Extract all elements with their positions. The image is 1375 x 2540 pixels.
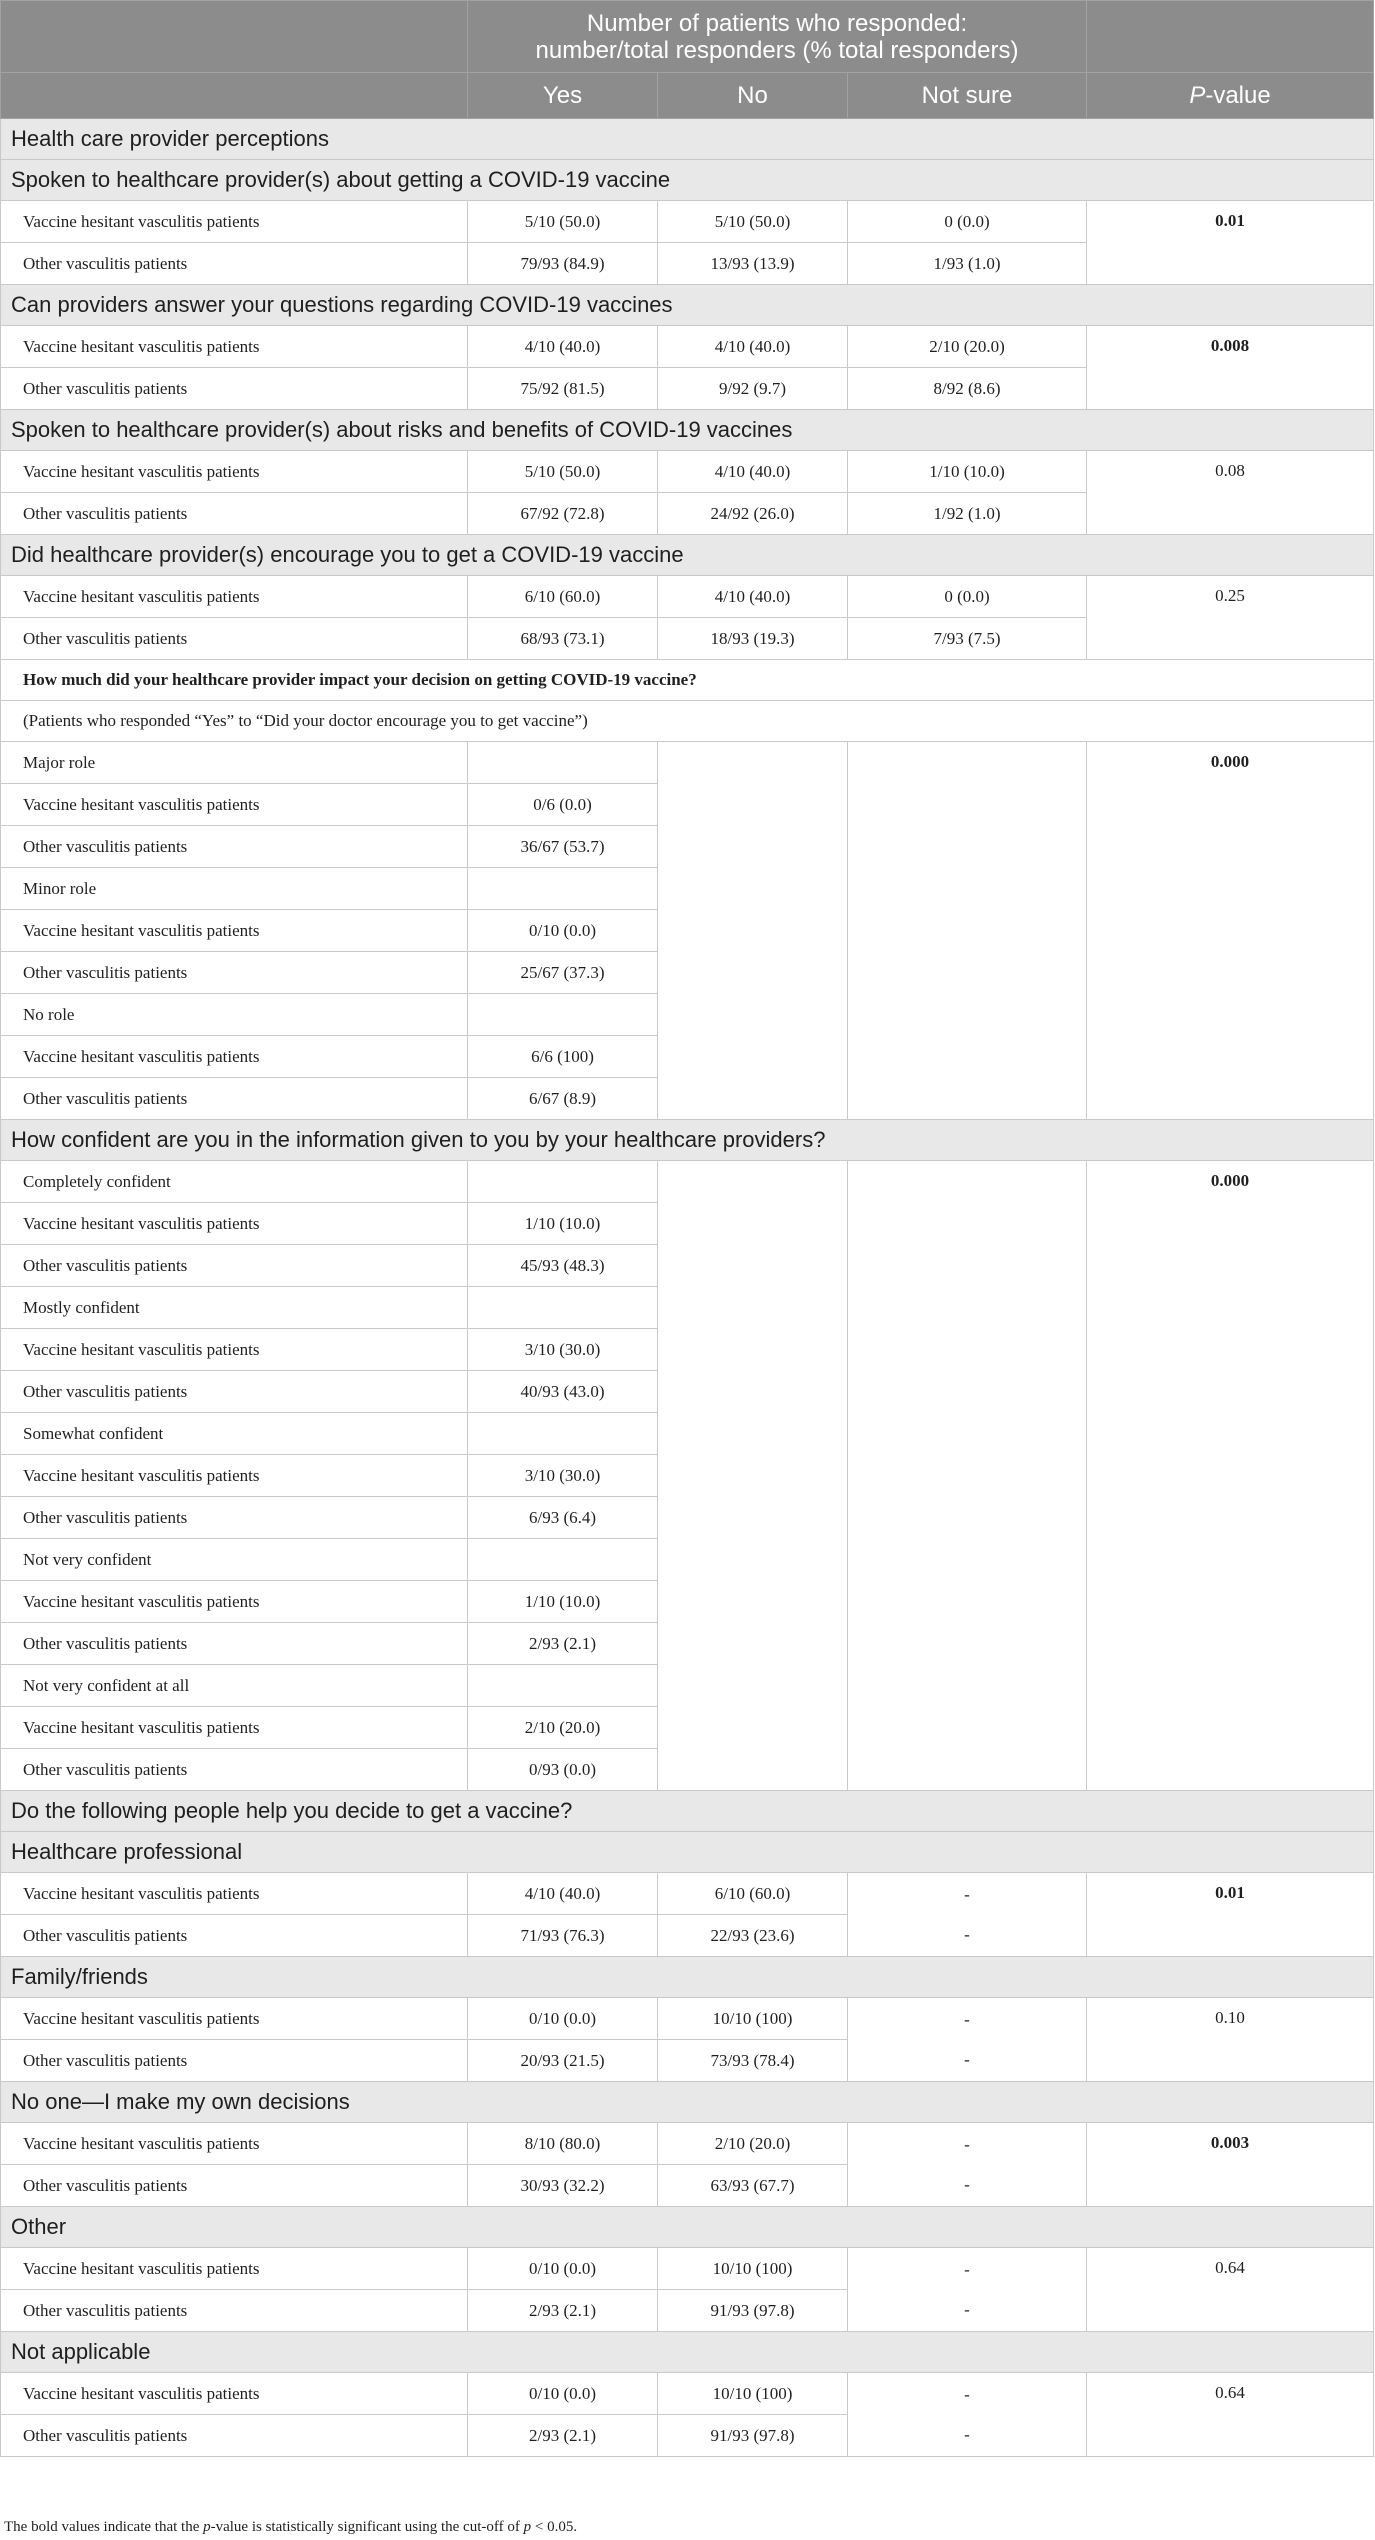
cell-p-value: 0.008	[1087, 326, 1374, 410]
section-hcp: Healthcare professional	[1, 1832, 1374, 1873]
dash-text: -	[964, 2424, 970, 2444]
section-encourage: Did healthcare provider(s) encourage you to get a COVID-19 vaccine	[1, 535, 1374, 576]
footnote-p: p	[203, 2519, 211, 2535]
cell-yes: 6/10 (60.0)	[468, 576, 658, 618]
section-row	[1, 2082, 1374, 2123]
footnote-before: The bold values indicate that the	[4, 2519, 204, 2535]
row-label: Completely confident	[1, 1161, 468, 1203]
cell-not-sure: 0 (0.0)	[848, 201, 1087, 243]
cell-p-value: 0.25	[1087, 576, 1374, 660]
cell-not-sure: 7/93 (7.5)	[848, 618, 1087, 660]
dash-text: -	[964, 2134, 970, 2154]
row-label: Other vasculitis patients	[1, 2290, 468, 2332]
cell-yes	[468, 1539, 658, 1581]
row-label: Not very confident	[1, 1539, 468, 1581]
row-label: Other vasculitis patients	[1, 1915, 468, 1957]
row-label: Other vasculitis patients	[1, 1245, 468, 1287]
cell-no: 10/10 (100)	[658, 2373, 848, 2415]
header-yes: Yes	[468, 73, 658, 119]
header-empty-cell-right	[1087, 1, 1374, 73]
row-label: Other vasculitis patients	[1, 1078, 468, 1120]
table-footnote	[4, 2519, 577, 2536]
row-label: Major role	[1, 742, 468, 784]
section-row	[1, 535, 1374, 576]
row-label: Vaccine hesitant vasculitis patients	[1, 784, 468, 826]
cell-not-sure	[848, 1873, 1087, 1957]
dash-text: -	[964, 2259, 970, 2279]
section-family: Family/friends	[1, 1957, 1374, 1998]
row-label: Other vasculitis patients	[1, 1497, 468, 1539]
section-confident: How confident are you in the information given to you by your healthcare providers?	[1, 1120, 1374, 1161]
cell-not-sure: 1/10 (10.0)	[848, 451, 1087, 493]
header-group-title-line1: Number of patients who responded:	[586, 9, 968, 37]
row-label: Vaccine hesitant vasculitis patients	[1, 326, 468, 368]
dash-text: -	[964, 2009, 970, 2029]
footnote-p2: p	[523, 2519, 532, 2535]
header-empty-cell-2	[1, 73, 468, 119]
row-label: Vaccine hesitant vasculitis patients	[1, 2123, 468, 2165]
section-risks: Spoken to healthcare provider(s) about risks and benefits of COVID-19 vaccines	[1, 410, 1374, 451]
table-row	[1, 451, 1374, 493]
cell-no: 91/93 (97.8)	[658, 2290, 848, 2332]
header-p-italic: P	[1189, 81, 1206, 109]
cell-p-value: 0.000	[1087, 1161, 1374, 1791]
row-label: Vaccine hesitant vasculitis patients	[1, 2248, 468, 2290]
cell-not-sure-merged	[848, 1161, 1087, 1791]
table-row	[1, 201, 1374, 243]
row-label: Other vasculitis patients	[1, 493, 468, 535]
header-group-title-line2: number/total responders (% total responders)	[535, 36, 1019, 64]
table-row	[1, 1873, 1374, 1915]
cell-yes: 2/93 (2.1)	[468, 2415, 658, 2457]
section-noone: No one—I make my own decisions	[1, 2082, 1374, 2123]
cell-yes: 1/10 (10.0)	[468, 1203, 658, 1245]
row-label: No role	[1, 994, 468, 1036]
cell-yes: 0/10 (0.0)	[468, 2248, 658, 2290]
cell-no: 10/10 (100)	[658, 1998, 848, 2040]
note-row	[1, 701, 1374, 742]
dash-text: -	[964, 2049, 970, 2069]
dash-text: -	[964, 1924, 970, 1944]
cell-yes: 0/6 (0.0)	[468, 784, 658, 826]
section-na: Not applicable	[1, 2332, 1374, 2373]
header-empty-cell	[1, 1, 468, 73]
dash-text: -	[964, 2174, 970, 2194]
row-label: Other vasculitis patients	[1, 243, 468, 285]
cell-no: 73/93 (78.4)	[658, 2040, 848, 2082]
cell-no: 10/10 (100)	[658, 2248, 848, 2290]
row-label: Minor role	[1, 868, 468, 910]
cell-no: 4/10 (40.0)	[658, 576, 848, 618]
cell-no: 13/93 (13.9)	[658, 243, 848, 285]
row-label: Other vasculitis patients	[1, 2040, 468, 2082]
table-header	[1, 1, 1374, 119]
row-label: Somewhat confident	[1, 1413, 468, 1455]
cell-yes: 20/93 (21.5)	[468, 2040, 658, 2082]
row-label: Vaccine hesitant vasculitis patients	[1, 1329, 468, 1371]
table-row	[1, 326, 1374, 368]
row-label: Vaccine hesitant vasculitis patients	[1, 1203, 468, 1245]
cell-no: 9/92 (9.7)	[658, 368, 848, 410]
cell-yes: 3/10 (30.0)	[468, 1455, 658, 1497]
header-p-rest: -value	[1205, 81, 1271, 109]
cell-yes: 0/10 (0.0)	[468, 910, 658, 952]
table-row	[1, 576, 1374, 618]
cell-yes: 6/67 (8.9)	[468, 1078, 658, 1120]
cell-no: 5/10 (50.0)	[658, 201, 848, 243]
section-answer: Can providers answer your questions regarding COVID-19 vaccines	[1, 285, 1374, 326]
section-people-help: Do the following people help you decide to get a vaccine?	[1, 1791, 1374, 1832]
row-label: Other vasculitis patients	[1, 826, 468, 868]
section-hcp-perceptions: Health care provider perceptions	[1, 119, 1374, 160]
cell-no: 63/93 (67.7)	[658, 2165, 848, 2207]
cell-yes	[468, 1665, 658, 1707]
cell-no: 24/92 (26.0)	[658, 493, 848, 535]
section-row	[1, 1832, 1374, 1873]
row-label: Vaccine hesitant vasculitis patients	[1, 1036, 468, 1078]
row-label: Vaccine hesitant vasculitis patients	[1, 1873, 468, 1915]
question-row	[1, 660, 1374, 701]
cell-p-value: 0.01	[1087, 201, 1374, 285]
cell-p-value: 0.08	[1087, 451, 1374, 535]
cell-yes	[468, 868, 658, 910]
cell-yes: 71/93 (76.3)	[468, 1915, 658, 1957]
cell-yes: 0/10 (0.0)	[468, 1998, 658, 2040]
table-row	[1, 2123, 1374, 2165]
table-row	[1, 742, 1374, 784]
cell-not-sure	[848, 2123, 1087, 2207]
cell-no: 6/10 (60.0)	[658, 1873, 848, 1915]
row-label: Other vasculitis patients	[1, 1623, 468, 1665]
row-label: Mostly confident	[1, 1287, 468, 1329]
cell-p-value: 0.01	[1087, 1873, 1374, 1957]
cell-yes: 4/10 (40.0)	[468, 1873, 658, 1915]
row-label: Other vasculitis patients	[1, 368, 468, 410]
cell-yes	[468, 742, 658, 784]
dash-text: -	[964, 1884, 970, 1904]
cell-yes	[468, 1161, 658, 1203]
section-row	[1, 1957, 1374, 1998]
cell-no: 22/93 (23.6)	[658, 1915, 848, 1957]
cell-yes: 6/93 (6.4)	[468, 1497, 658, 1539]
cell-yes: 5/10 (50.0)	[468, 201, 658, 243]
cell-yes: 67/92 (72.8)	[468, 493, 658, 535]
section-row	[1, 1120, 1374, 1161]
row-label: Other vasculitis patients	[1, 952, 468, 994]
row-label: Vaccine hesitant vasculitis patients	[1, 2373, 468, 2415]
cell-not-sure: 1/92 (1.0)	[848, 493, 1087, 535]
cell-yes: 30/93 (32.2)	[468, 2165, 658, 2207]
cell-yes: 8/10 (80.0)	[468, 2123, 658, 2165]
table-row	[1, 1998, 1374, 2040]
cell-not-sure	[848, 1998, 1087, 2082]
cell-yes: 68/93 (73.1)	[468, 618, 658, 660]
cell-yes: 2/93 (2.1)	[468, 2290, 658, 2332]
cell-not-sure: 8/92 (8.6)	[848, 368, 1087, 410]
table-row	[1, 1161, 1374, 1203]
cell-yes: 75/92 (81.5)	[468, 368, 658, 410]
row-label: Vaccine hesitant vasculitis patients	[1, 910, 468, 952]
cell-not-sure: 0 (0.0)	[848, 576, 1087, 618]
section-row	[1, 2207, 1374, 2248]
section-other: Other	[1, 2207, 1374, 2248]
footnote-after: < 0.05.	[531, 2519, 578, 2535]
cell-no: 2/10 (20.0)	[658, 2123, 848, 2165]
cell-yes	[468, 1287, 658, 1329]
header-no: No	[658, 73, 848, 119]
cell-yes: 5/10 (50.0)	[468, 451, 658, 493]
cell-yes	[468, 994, 658, 1036]
impact-question: How much did your healthcare provider impact your decision on getting COVID-19 vaccine?	[1, 660, 1374, 701]
cell-no-merged	[658, 1161, 848, 1791]
header-group-title	[468, 1, 1087, 73]
row-label: Vaccine hesitant vasculitis patients	[1, 1998, 468, 2040]
cell-yes: 2/93 (2.1)	[468, 1623, 658, 1665]
cell-yes: 36/67 (53.7)	[468, 826, 658, 868]
section-row	[1, 1791, 1374, 1832]
dash-text: -	[964, 2299, 970, 2319]
row-label: Other vasculitis patients	[1, 1749, 468, 1791]
header-not-sure: Not sure	[848, 73, 1087, 119]
cell-no: 4/10 (40.0)	[658, 451, 848, 493]
row-label: Vaccine hesitant vasculitis patients	[1, 201, 468, 243]
cell-yes: 1/10 (10.0)	[468, 1581, 658, 1623]
section-row	[1, 410, 1374, 451]
cell-yes: 25/67 (37.3)	[468, 952, 658, 994]
row-label: Vaccine hesitant vasculitis patients	[1, 1707, 468, 1749]
table-row	[1, 2373, 1374, 2415]
row-label: Other vasculitis patients	[1, 2415, 468, 2457]
section-spoken: Spoken to healthcare provider(s) about getting a COVID-19 vaccine	[1, 160, 1374, 201]
cell-not-sure: 1/93 (1.0)	[848, 243, 1087, 285]
section-row	[1, 119, 1374, 160]
cell-p-value: 0.64	[1087, 2373, 1374, 2457]
cell-yes: 0/10 (0.0)	[468, 2373, 658, 2415]
cell-p-value: 0.64	[1087, 2248, 1374, 2332]
section-row	[1, 285, 1374, 326]
cell-p-value: 0.10	[1087, 1998, 1374, 2082]
section-row	[1, 160, 1374, 201]
footnote-middle: -value is statistically significant using the cut-off of	[210, 2519, 524, 2535]
row-label: Other vasculitis patients	[1, 2165, 468, 2207]
cell-p-value: 0.000	[1087, 742, 1374, 1120]
cell-no-merged	[658, 742, 848, 1120]
cell-yes: 2/10 (20.0)	[468, 1707, 658, 1749]
row-label: Other vasculitis patients	[1, 618, 468, 660]
cell-not-sure	[848, 2248, 1087, 2332]
row-label: Vaccine hesitant vasculitis patients	[1, 451, 468, 493]
cell-no: 91/93 (97.8)	[658, 2415, 848, 2457]
row-label: Vaccine hesitant vasculitis patients	[1, 576, 468, 618]
cell-yes: 40/93 (43.0)	[468, 1371, 658, 1413]
cell-yes: 3/10 (30.0)	[468, 1329, 658, 1371]
row-label: Vaccine hesitant vasculitis patients	[1, 1581, 468, 1623]
dash-text: -	[964, 2384, 970, 2404]
cell-no: 18/93 (19.3)	[658, 618, 848, 660]
cell-not-sure	[848, 2373, 1087, 2457]
cell-yes: 45/93 (48.3)	[468, 1245, 658, 1287]
row-label: Not very confident at all	[1, 1665, 468, 1707]
header-p-value	[1087, 73, 1374, 119]
row-label: Vaccine hesitant vasculitis patients	[1, 1455, 468, 1497]
cell-yes: 0/93 (0.0)	[468, 1749, 658, 1791]
section-row	[1, 2332, 1374, 2373]
cell-yes: 79/93 (84.9)	[468, 243, 658, 285]
cell-not-sure-merged	[848, 742, 1087, 1120]
cell-yes: 6/6 (100)	[468, 1036, 658, 1078]
cell-yes	[468, 1413, 658, 1455]
table-row	[1, 2248, 1374, 2290]
cell-p-value: 0.003	[1087, 2123, 1374, 2207]
cell-not-sure: 2/10 (20.0)	[848, 326, 1087, 368]
row-label: Other vasculitis patients	[1, 1371, 468, 1413]
impact-note: (Patients who responded “Yes” to “Did your doctor encourage you to get vaccine”)	[1, 701, 1374, 742]
cell-yes: 4/10 (40.0)	[468, 326, 658, 368]
cell-no: 4/10 (40.0)	[658, 326, 848, 368]
